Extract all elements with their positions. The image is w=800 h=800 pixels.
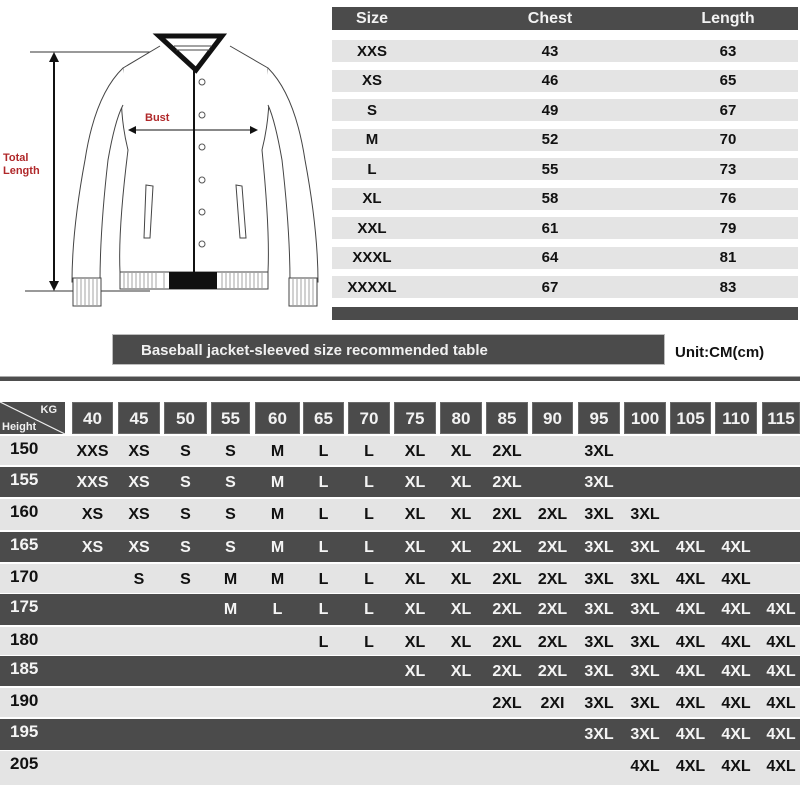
height-row	[0, 751, 800, 785]
recommended-size-cell: 3XL	[584, 571, 614, 588]
cell-chest: 52	[541, 131, 559, 148]
recommended-size-cell: L	[364, 571, 374, 588]
recommended-size-cell: XL	[450, 663, 472, 680]
recommended-size-cell: 3XL	[630, 663, 660, 680]
recommended-size-cell: 2XL	[537, 634, 568, 651]
recommended-size-cell: S	[225, 539, 236, 556]
height-kg-corner-cell	[0, 402, 65, 434]
recommended-size-cell: 2XL	[492, 663, 522, 680]
recommendation-table-title: Baseball jacket-sleeved size recommended table	[112, 334, 665, 365]
recommended-size-cell: 2XL	[492, 443, 522, 460]
recommended-size-cell: 3XL	[630, 571, 660, 588]
height-axis-label: Height	[2, 421, 37, 433]
recommended-size-cell: M	[270, 571, 285, 588]
weight-header-cell: 80	[440, 402, 482, 434]
recommended-size-cell: 4XL	[721, 695, 751, 712]
recommended-size-cell: 2XL	[537, 601, 568, 618]
weight-header-cell: 45	[118, 402, 160, 434]
recommended-size-cell: XL	[450, 474, 472, 491]
size-table-row	[332, 247, 798, 269]
recommended-size-cell: 4XL	[766, 695, 796, 712]
recommended-size-cell: 4XL	[675, 571, 706, 588]
recommended-size-cell: 4XL	[675, 634, 706, 651]
recommended-size-cell: S	[225, 474, 236, 491]
height-value: 205	[10, 754, 39, 773]
recommended-size-cell: M	[270, 474, 285, 491]
recommended-size-cell: XS	[81, 506, 104, 523]
cell-size: S	[366, 101, 377, 119]
recommended-size-cell: 3XL	[584, 663, 614, 680]
recommended-size-cell: 4XL	[675, 663, 706, 680]
recommended-size-cell: 4XL	[766, 601, 796, 618]
size-table-header	[332, 7, 798, 30]
recommended-size-cell: XXS	[76, 474, 109, 491]
recommended-size-cell: XL	[450, 571, 472, 588]
cell-size: XL	[362, 190, 382, 207]
recommended-size-cell: XS	[81, 539, 104, 556]
cell-chest: 55	[541, 160, 559, 178]
size-recommendation-table	[0, 402, 800, 775]
weight-header-cell: 50	[164, 402, 207, 434]
cell-size: XXXXL	[347, 278, 397, 296]
recommended-size-cell: 3XL	[584, 506, 614, 523]
recommended-size-cell: 2XL	[537, 571, 568, 588]
weight-header-cell: 95	[578, 402, 620, 434]
recommended-size-cell: 2XL	[492, 474, 522, 491]
recommended-size-cell: S	[180, 474, 191, 491]
bust-label: Bust	[145, 112, 170, 124]
height-value: 195	[10, 722, 39, 741]
height-row	[0, 688, 800, 717]
kg-axis-label: KG	[40, 404, 57, 416]
recommended-size-cell: 2XL	[492, 506, 522, 523]
recommended-size-cell: M	[270, 443, 285, 460]
recommended-size-cell: L	[272, 601, 283, 618]
recommended-size-cell: XL	[404, 601, 426, 618]
weight-header-cell: 60	[255, 402, 300, 434]
total-label-line2: Length	[3, 165, 40, 177]
recommended-size-cell: 2XL	[537, 663, 568, 680]
size-table-row	[332, 70, 798, 92]
cell-size: XXXL	[352, 249, 392, 266]
cell-size: XXS	[356, 42, 387, 60]
recommended-size-cell: 2XL	[492, 539, 522, 556]
cell-size: XS	[361, 72, 382, 89]
recommended-size-cell: 4XL	[721, 726, 751, 743]
recommended-size-cell: XS	[128, 506, 150, 523]
recommended-size-cell: XL	[404, 663, 426, 680]
recommended-size-cell: XS	[128, 474, 150, 491]
recommended-size-cell: XL	[404, 571, 426, 588]
recommended-size-cell: 4XL	[721, 539, 751, 556]
total-length-label	[3, 152, 40, 178]
height-row	[0, 467, 800, 497]
height-value: 190	[10, 691, 39, 710]
recommended-size-cell: M	[270, 506, 285, 523]
recommended-size-cell: 3XL	[630, 601, 660, 618]
recommended-size-cell: 4XL	[721, 601, 751, 618]
height-row	[0, 564, 800, 593]
size-table-footer-bar	[332, 307, 798, 320]
recommended-size-cell: 4XL	[675, 601, 706, 618]
recommended-size-cell: L	[318, 474, 329, 491]
recommended-size-cell: 3XL	[630, 634, 660, 651]
recommended-size-cell: 2XL	[537, 506, 568, 523]
cell-size: XXL	[357, 219, 387, 237]
height-row	[0, 594, 800, 625]
recommended-size-cell: 3XL	[630, 726, 660, 743]
recommended-size-cell: XL	[404, 474, 426, 491]
recommended-size-cell: 3XL	[630, 695, 660, 712]
size-table-row	[332, 158, 798, 180]
cell-chest: 61	[541, 219, 559, 237]
weight-header-cell: 85	[486, 402, 528, 434]
recommended-size-cell: XL	[404, 539, 426, 556]
header-length: Length	[701, 9, 755, 27]
recommended-size-cell: M	[223, 601, 238, 618]
cell-size: L	[367, 160, 377, 178]
cell-length: 63	[719, 42, 737, 60]
recommended-size-cell: L	[364, 634, 374, 651]
total-label-line1: Total	[3, 152, 29, 164]
recommended-size-cell: 4XL	[721, 663, 751, 680]
recommended-size-cell: L	[364, 474, 374, 491]
recommended-size-cell: XL	[404, 506, 426, 523]
recommended-size-cell: XS	[128, 539, 150, 556]
weight-header-cell: 65	[303, 402, 344, 434]
recommended-size-cell: 4XL	[721, 571, 751, 588]
weight-header-cell: 75	[394, 402, 436, 434]
cell-length: 81	[719, 249, 737, 266]
height-row	[0, 627, 800, 655]
recommended-size-cell: 4XL	[766, 726, 796, 743]
cell-length: 70	[719, 131, 737, 148]
recommended-size-cell: 2XL	[492, 634, 522, 651]
recommended-size-cell: 3XL	[584, 474, 614, 491]
cell-size: M	[365, 131, 379, 148]
recommended-size-cell: L	[364, 443, 374, 460]
height-row	[0, 532, 800, 562]
recommended-size-cell: L	[364, 601, 374, 618]
header-size: Size	[355, 9, 388, 27]
height-row	[0, 719, 800, 750]
recommended-size-cell: L	[364, 506, 374, 523]
recommended-size-cell: L	[318, 601, 329, 618]
weight-header-cell: 55	[211, 402, 250, 434]
jacket-drawing-icon	[0, 0, 330, 320]
recommended-size-cell: 4XL	[630, 758, 660, 775]
size-table-body	[332, 40, 798, 298]
recommended-size-cell: 4XL	[721, 758, 751, 775]
recommended-size-cell: L	[318, 634, 329, 651]
cell-chest: 58	[541, 190, 559, 207]
recommended-size-cell: 3XL	[584, 539, 614, 556]
recommended-size-cell: 4XL	[675, 539, 706, 556]
recommended-size-cell: XXS	[76, 443, 109, 460]
recommended-size-cell: 4XL	[675, 695, 706, 712]
height-value: 155	[10, 470, 39, 489]
cell-length: 76	[719, 190, 737, 207]
recommended-size-cell: L	[318, 443, 329, 460]
cell-chest: 67	[541, 278, 559, 296]
recommended-size-cell: 2XL	[492, 571, 522, 588]
recommended-size-cell: S	[133, 571, 145, 588]
size-table-row	[332, 40, 798, 62]
height-value: 180	[10, 630, 39, 649]
section-divider	[0, 376, 800, 381]
recommended-size-cell: 2XL	[492, 695, 522, 712]
recommended-size-cell: 4XL	[721, 634, 751, 651]
recommended-size-cell: 3XL	[584, 695, 614, 712]
recommended-size-cell: XL	[404, 634, 426, 651]
recommended-size-cell: XL	[450, 506, 472, 523]
recommended-size-cell: L	[318, 571, 329, 588]
height-row	[0, 656, 800, 686]
recommended-size-cell: 2XI	[540, 695, 565, 712]
size-measurement-table	[332, 7, 798, 320]
recommended-size-cell: S	[225, 443, 236, 460]
size-table-row	[332, 276, 798, 298]
recommended-size-cell: 4XL	[766, 663, 796, 680]
weight-header-cell: 110	[715, 402, 757, 434]
weight-header-row	[0, 402, 800, 434]
recommended-size-cell: 2XL	[492, 601, 522, 618]
recommended-size-cell: M	[270, 539, 285, 556]
height-value: 170	[10, 567, 39, 586]
size-table-row	[332, 188, 798, 210]
recommended-size-cell: 4XL	[675, 758, 706, 775]
cell-chest: 43	[541, 42, 559, 60]
recommended-size-cell: S	[180, 539, 191, 556]
recommended-size-cell: XS	[128, 443, 150, 460]
jacket-measurement-illustration	[0, 0, 330, 320]
height-value: 185	[10, 659, 39, 678]
recommended-size-cell: 3XL	[630, 539, 660, 556]
cell-chest: 49	[541, 101, 559, 119]
cell-length: 83	[719, 278, 737, 296]
recommended-size-cell: XL	[450, 443, 472, 460]
weight-header-cell: 90	[532, 402, 573, 434]
recommended-size-cell: XL	[450, 634, 472, 651]
recommended-size-cell: 2XL	[537, 539, 568, 556]
recommended-size-cell: L	[364, 539, 374, 556]
unit-label: Unit:CM(cm)	[675, 344, 765, 361]
height-value: 160	[10, 502, 39, 521]
height-value: 165	[10, 535, 39, 554]
size-table-row	[332, 217, 798, 239]
cell-length: 65	[719, 72, 737, 89]
recommended-size-cell: 4XL	[675, 726, 706, 743]
height-row	[0, 499, 800, 530]
recommended-size-cell: 3XL	[584, 726, 614, 743]
recommended-size-cell: XL	[450, 601, 472, 618]
recommended-size-cell: 4XL	[766, 758, 796, 775]
cell-length: 67	[719, 101, 737, 119]
recommended-size-cell: XL	[450, 539, 472, 556]
recommended-size-cell: 4XL	[766, 634, 796, 651]
recommended-size-cell: 3XL	[584, 601, 614, 618]
size-table-row	[332, 99, 798, 121]
cell-length: 73	[719, 160, 737, 178]
recommended-size-cell: 3XL	[584, 634, 614, 651]
recommended-size-cell: XL	[404, 443, 426, 460]
cell-chest: 46	[541, 72, 559, 89]
weight-header-cell: 40	[72, 402, 113, 434]
recommended-size-cell: S	[180, 443, 191, 460]
recommended-size-cell: M	[223, 571, 238, 588]
weight-header-cell: 105	[670, 402, 711, 434]
height-row	[0, 436, 800, 465]
recommended-size-cell: L	[318, 506, 329, 523]
height-value: 150	[10, 439, 39, 458]
header-chest: Chest	[527, 9, 573, 27]
height-value: 175	[10, 597, 39, 616]
cell-chest: 64	[541, 249, 559, 266]
cell-length: 79	[719, 219, 737, 237]
recommended-size-cell: L	[318, 539, 329, 556]
recommended-size-cell: 3XL	[584, 443, 614, 460]
size-table-row	[332, 129, 798, 151]
recommended-size-cell: 3XL	[630, 506, 660, 523]
recommended-size-cell: S	[180, 506, 191, 523]
recommended-size-cell: S	[225, 506, 236, 523]
weight-header-cell: 115	[762, 402, 800, 434]
weight-header-cell: 70	[348, 402, 390, 434]
recommended-size-cell: S	[180, 571, 191, 588]
weight-header-cell: 100	[624, 402, 666, 434]
